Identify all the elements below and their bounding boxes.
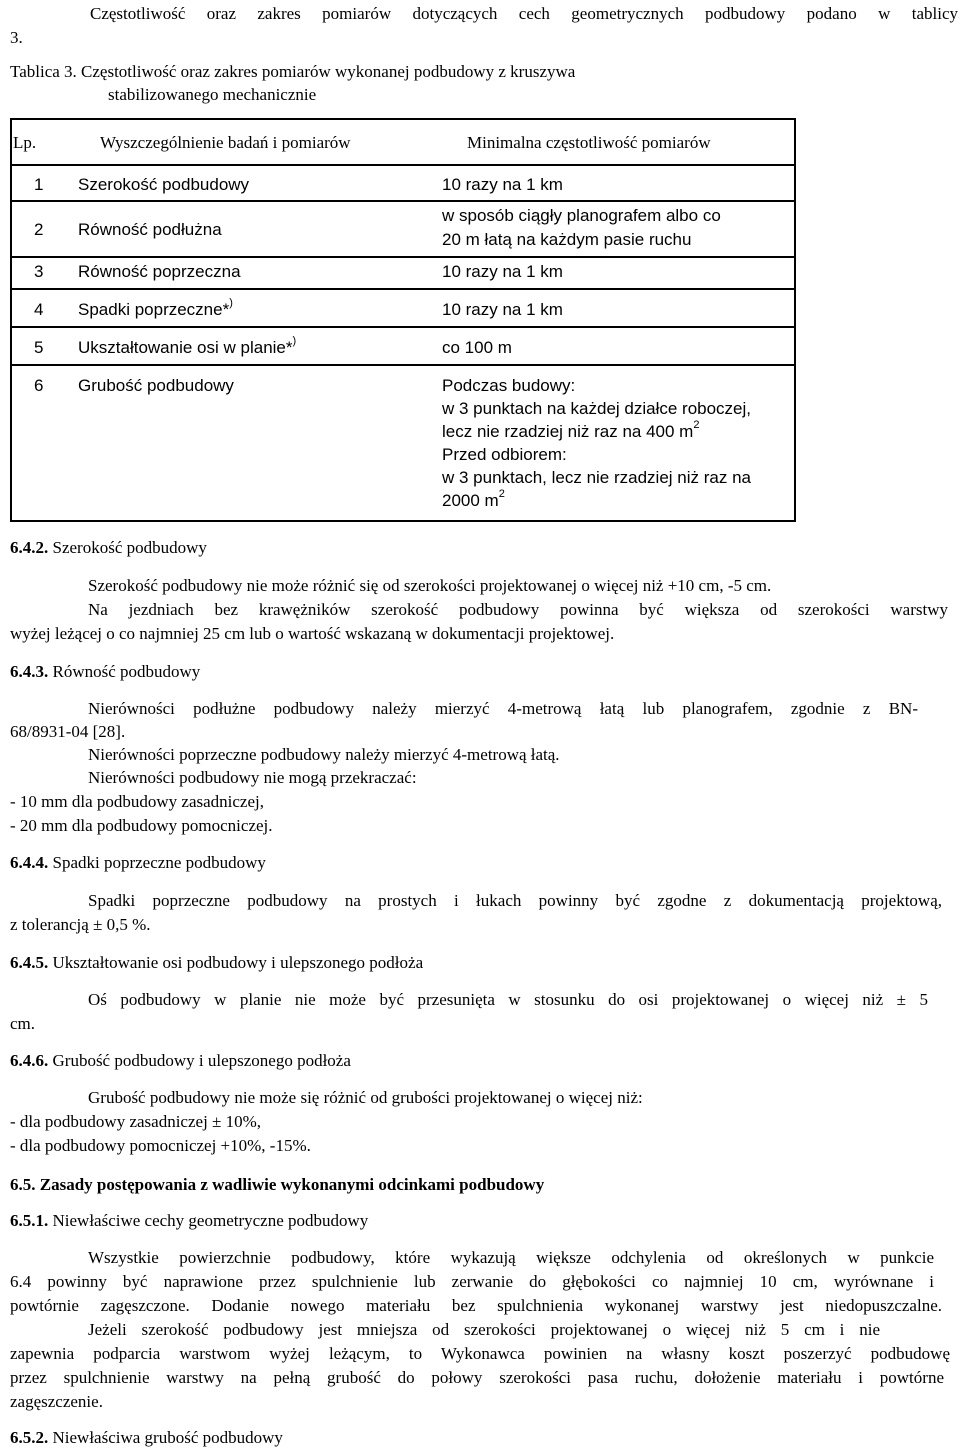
table-rule bbox=[12, 326, 794, 328]
paragraph-line: - 20 mm dla podbudowy pomocniczej. bbox=[10, 816, 273, 835]
table-rule bbox=[12, 200, 794, 202]
paragraph-line: 6.4 powinny być naprawione przez spulchnienie lub zerwanie do głębokości co najmniej 10 cm, wyrównane i bbox=[10, 1272, 934, 1291]
paragraph-line: - dla podbudowy zasadniczej ± 10%, bbox=[10, 1112, 262, 1131]
paragraph-line: Nierówności poprzeczne podbudowy należy mierzyć 4-metrową łatą. bbox=[88, 745, 560, 764]
table-row-2-freq-line-2: 20 m łatą na każdym pasie ruchu bbox=[442, 230, 692, 249]
table-row-3-lp: 3 bbox=[34, 262, 44, 281]
paragraph-line: cm. bbox=[10, 1014, 36, 1033]
table-rule bbox=[12, 256, 794, 258]
table-header-item: Wyszczególnienie badań i pomiarów bbox=[100, 133, 351, 152]
table-row-1-item: Szerokość podbudowy bbox=[78, 175, 250, 194]
paragraph-line: Nierówności podłużne podbudowy należy mierzyć 4-metrową łatą lub planografem, zgodnie z BN- bbox=[88, 699, 918, 718]
intro-line-1: Częstotliwość oraz zakres pomiarów dotyczących cech geometrycznych podbudowy podano w tablicy bbox=[90, 4, 958, 23]
section-heading-6-5-2: 6.5.2. Niewłaściwa grubość podbudowy bbox=[10, 1428, 283, 1447]
paragraph-line: zapewnia podparcia warstwom wyżej leżącym, to Wykonawca powinien na własny koszt poszerzyć podbudowę bbox=[10, 1344, 950, 1363]
paragraph-line: zagęszczenie. bbox=[10, 1392, 103, 1411]
intro-line-2: 3. bbox=[10, 28, 23, 47]
paragraph-line: - dla podbudowy pomocniczej +10%, -15%. bbox=[10, 1136, 311, 1155]
paragraph-line: z tolerancją ± 0,5 %. bbox=[10, 915, 151, 934]
table-header-freq: Minimalna częstotliwość pomiarów bbox=[467, 133, 711, 152]
table-caption-line-2: stabilizowanego mechanicznie bbox=[108, 85, 317, 104]
paragraph-line: Grubość podbudowy nie może się różnić od grubości projektowanej o więcej niż: bbox=[88, 1088, 643, 1107]
table-row-6-freq-line-2: w 3 punktach na każdej działce roboczej, bbox=[442, 399, 752, 418]
table-row-2-lp: 2 bbox=[34, 220, 44, 239]
table-row-2-freq-line-1: w sposób ciągły planografem albo co bbox=[442, 206, 721, 225]
table-row-6-freq-line-5: w 3 punktach, lecz nie rzadziej niż raz na bbox=[442, 468, 751, 487]
paragraph-line: Na jezdniach bez krawężników szerokość podbudowy powinna być większa od szerokości warstwy bbox=[88, 600, 948, 619]
table-caption-line-1: Tablica 3. Częstotliwość oraz zakres pomiarów wykonanej podbudowy z kruszywa bbox=[10, 62, 576, 81]
table-row-5-lp: 5 bbox=[34, 338, 44, 357]
section-heading-6-4-6: 6.4.6. Grubość podbudowy i ulepszonego podłoża bbox=[10, 1051, 351, 1070]
table-row-4-lp: 4 bbox=[34, 300, 44, 319]
table-row-5-item: Ukształtowanie osi w planie*) bbox=[78, 335, 297, 357]
section-heading-6-4-5: 6.4.5. Ukształtowanie osi podbudowy i ulepszonego podłoża bbox=[10, 953, 424, 972]
table-rule bbox=[12, 164, 794, 166]
paragraph-line: Jeżeli szerokość podbudowy jest mniejsza od szerokości projektowanej o więcej niż 5 cm i nie bbox=[88, 1320, 880, 1339]
table-row-1-freq: 10 razy na 1 km bbox=[442, 175, 563, 194]
table-row-4-item: Spadki poprzeczne*) bbox=[78, 297, 233, 319]
paragraph-line: Szerokość podbudowy nie może różnić się od szerokości projektowanej o więcej niż +10 cm, -5 cm. bbox=[88, 576, 772, 595]
table-row-3-freq: 10 razy na 1 km bbox=[442, 262, 563, 281]
paragraph-line: Nierówności podbudowy nie mogą przekraczać: bbox=[88, 768, 417, 787]
paragraph-line: - 10 mm dla podbudowy zasadniczej, bbox=[10, 792, 264, 811]
table-row-6-item: Grubość podbudowy bbox=[78, 376, 234, 395]
paragraph-line: 68/8931-04 [28]. bbox=[10, 722, 126, 741]
table-row-1-lp: 1 bbox=[34, 175, 44, 194]
paragraph-line: Spadki poprzeczne podbudowy na prostych i łukach powinny być zgodne z dokumentacją projektową, bbox=[88, 891, 942, 910]
measurement-table bbox=[10, 118, 796, 522]
table-row-6-freq-line-3: lecz nie rzadziej niż raz na 400 $m^2$ bbox=[442, 419, 700, 441]
section-heading-6-5: 6.5. Zasady postępowania z wadliwie wykonanymi odcinkami podbudowy bbox=[10, 1175, 545, 1194]
table-row-2-item: Równość podłużna bbox=[78, 220, 222, 239]
section-heading-6-4-3: 6.4.3. Równość podbudowy bbox=[10, 662, 201, 681]
section-heading-6-4-4: 6.4.4. Spadki poprzeczne podbudowy bbox=[10, 853, 266, 872]
paragraph-line: Oś podbudowy w planie nie może być przesunięta w stosunku do osi projektowanej o więcej niż ± 5 bbox=[88, 990, 928, 1009]
section-heading-6-4-2: 6.4.2. Szerokość podbudowy bbox=[10, 538, 207, 557]
table-row-4-freq: 10 razy na 1 km bbox=[442, 300, 563, 319]
table-row-5-freq: co 100 m bbox=[442, 338, 512, 357]
table-rule bbox=[12, 364, 794, 366]
paragraph-line: wyżej leżącej o co najmniej 25 cm lub o wartość wskazaną w dokumentacji projektowej. bbox=[10, 624, 615, 643]
table-row-6-lp: 6 bbox=[34, 376, 44, 395]
paragraph-line: przez spulchnienie warstwy na pełną grubość do połowy szerokości pasa ruchu, dołożenie materiału i powtórne bbox=[10, 1368, 944, 1387]
table-header-lp: Lp. bbox=[13, 133, 37, 152]
table-row-6-freq-line-6: 2000 $m^2$ bbox=[442, 488, 505, 510]
table-row-6-freq-line-1: Podczas budowy: bbox=[442, 376, 576, 395]
table-row-6-freq-line-4: Przed odbiorem: bbox=[442, 445, 567, 464]
section-heading-6-5-1: 6.5.1. Niewłaściwe cechy geometryczne podbudowy bbox=[10, 1211, 369, 1230]
paragraph-line: Wszystkie powierzchnie podbudowy, które wykazują większe odchylenia od określonych w punkcie bbox=[88, 1248, 934, 1267]
paragraph-line: powtórnie zagęszczone. Dodanie nowego materiału bez spulchnienia wykonanej warstwy jest niedopuszczalne. bbox=[10, 1296, 942, 1315]
table-rule bbox=[12, 288, 794, 290]
table-row-3-item: Równość poprzeczna bbox=[78, 262, 241, 281]
